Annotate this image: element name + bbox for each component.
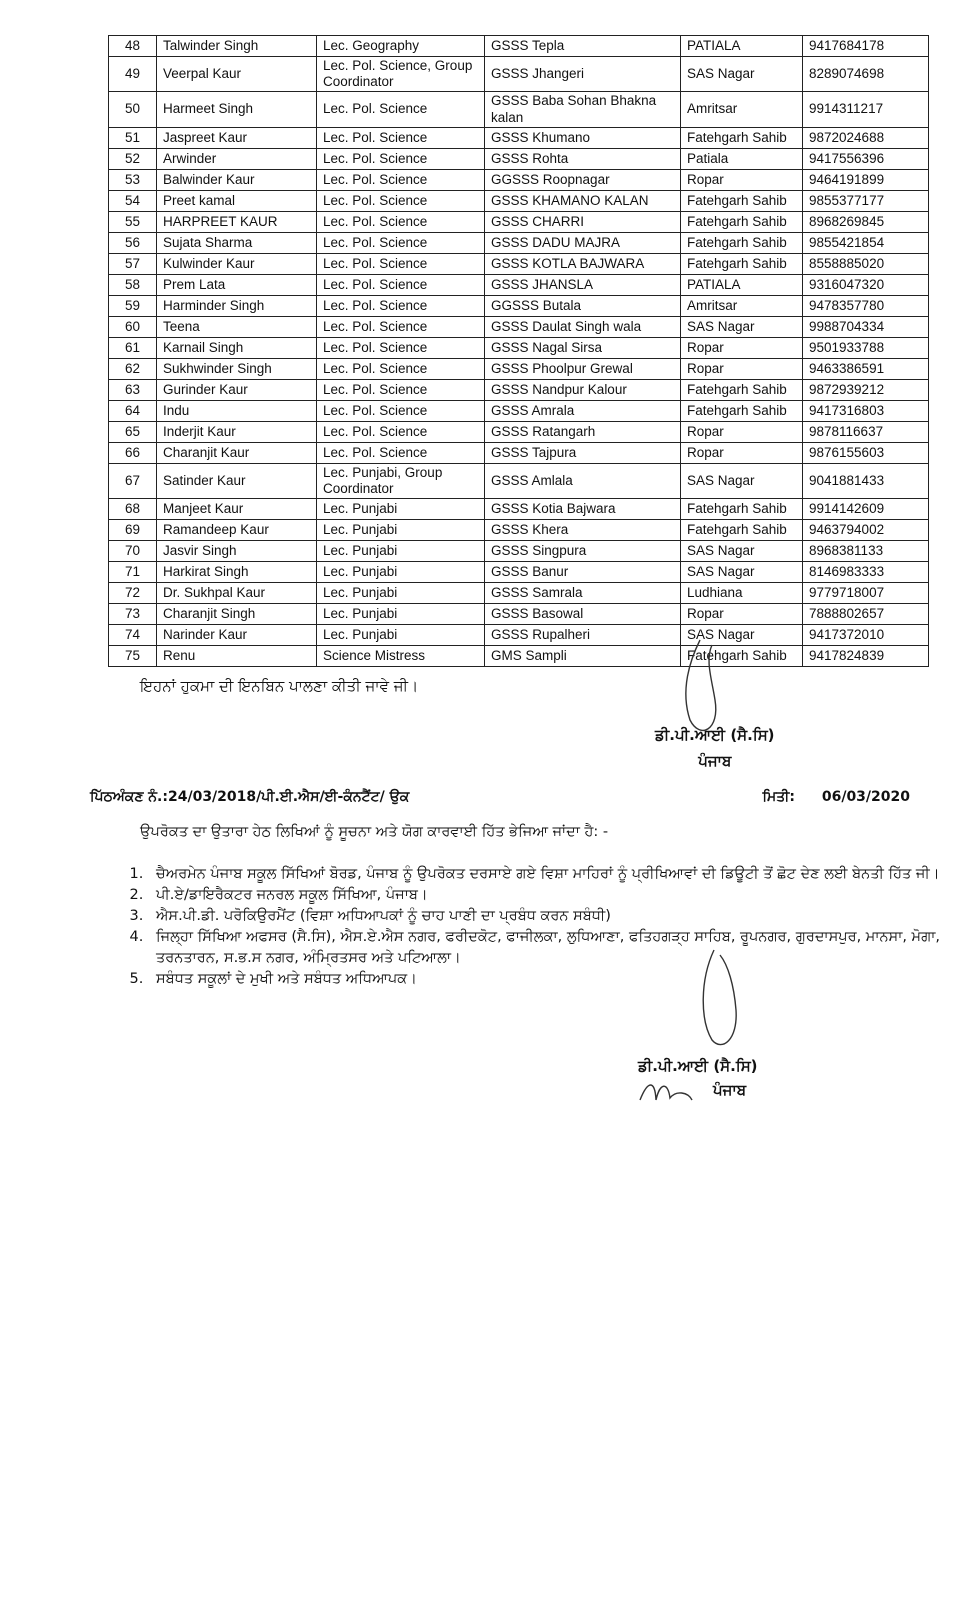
serial-cell: 48 bbox=[109, 36, 157, 57]
serial-cell: 49 bbox=[109, 57, 157, 92]
signatory-state: ਪੰਜਾਬ bbox=[713, 1081, 747, 1099]
table-row bbox=[109, 211, 929, 232]
school-cell: GSSS Rohta bbox=[485, 148, 681, 169]
district-cell: SAS Nagar bbox=[681, 625, 803, 646]
phone-cell: 9855421854 bbox=[803, 232, 929, 253]
name-cell: Charanjit Singh bbox=[157, 604, 317, 625]
phone-cell: 9478357780 bbox=[803, 295, 929, 316]
school-cell: GSSS Ratangarh bbox=[485, 421, 681, 442]
distribution-item: 5. ਸਬੰਧਤ ਸਕੂਲਾਂ ਦੇ ਮੁਖੀ ਅਤੇ ਸਬੰਧਤ ਅਧਿਆਪਕ। bbox=[148, 969, 963, 990]
phone-cell: 8968381133 bbox=[803, 541, 929, 562]
serial-cell: 52 bbox=[109, 148, 157, 169]
name-cell: Indu bbox=[157, 400, 317, 421]
designation-cell: Lec. Pol. Science bbox=[317, 358, 485, 379]
designation-cell: Lec. Pol. Science bbox=[317, 148, 485, 169]
date-value: 06/03/2020 bbox=[821, 789, 910, 805]
school-cell: GSSS Samrala bbox=[485, 583, 681, 604]
designation-cell: Lec. Pol. Science bbox=[317, 211, 485, 232]
name-cell: Talwinder Singh bbox=[157, 36, 317, 57]
district-cell: Fatehgarh Sahib bbox=[681, 400, 803, 421]
copy-forwarded-intro: ਉਪਰੋਕਤ ਦਾ ਉਤਾਰਾ ਹੇਠ ਲਿਖਿਆਂ ਨੂੰ ਸੂਚਨਾ ਅਤੇ ਯੋਗ ਕਾਰਵਾਈ ਹਿੱਤ ਭੇਜਿਆ ਜਾਂਦਾ ਹੈ: - bbox=[140, 824, 609, 840]
district-cell: Fatehgarh Sahib bbox=[681, 499, 803, 520]
district-cell: SAS Nagar bbox=[681, 316, 803, 337]
name-cell: Harminder Singh bbox=[157, 295, 317, 316]
district-cell: Ropar bbox=[681, 358, 803, 379]
serial-cell: 65 bbox=[109, 421, 157, 442]
signatory-designation: ਡੀ.ਪੀ.ਆਈ (ਸੈ.ਸਿ) bbox=[655, 726, 775, 744]
school-cell: GSSS Khera bbox=[485, 520, 681, 541]
school-cell: GMS Sampli bbox=[485, 646, 681, 667]
phone-cell: 7888802657 bbox=[803, 604, 929, 625]
school-cell: GSSS JHANSLA bbox=[485, 274, 681, 295]
endorsement-number: ਪਿੱਠਅੰਕਣ ਨੰ.:24/03/2018/ਪੀ.ਈ.ਐਸ/ਈ-ਕੰਨਟੈਂਟ/ ਉਕ bbox=[90, 789, 410, 805]
phone-cell: 9463794002 bbox=[803, 520, 929, 541]
name-cell: Karnail Singh bbox=[157, 337, 317, 358]
name-cell: Manjeet Kaur bbox=[157, 499, 317, 520]
table-row bbox=[109, 358, 929, 379]
name-cell: Dr. Sukhpal Kaur bbox=[157, 583, 317, 604]
designation-cell: Lec. Pol. Science bbox=[317, 421, 485, 442]
phone-cell: 9316047320 bbox=[803, 274, 929, 295]
serial-cell: 73 bbox=[109, 604, 157, 625]
distribution-item: 3. ਐਸ.ਪੀ.ਡੀ. ਪਰੋਕਿਉਰਮੈਂਟ (ਵਿਸ਼ਾ ਅਧਿਆਪਕਾਂ ਨੂੰ ਚਾਹ ਪਾਣੀ ਦਾ ਪ੍ਰਬੰਧ ਕਰਨ ਸਬੰਧੀ) bbox=[148, 906, 963, 927]
phone-cell: 9417372010 bbox=[803, 625, 929, 646]
school-cell: GSSS Baba Sohan Bhakna kalan bbox=[485, 92, 681, 127]
school-cell: GSSS Tajpura bbox=[485, 442, 681, 463]
name-cell: Sukhwinder Singh bbox=[157, 358, 317, 379]
school-cell: GGSSS Roopnagar bbox=[485, 169, 681, 190]
school-cell: GSSS Jhangeri bbox=[485, 57, 681, 92]
district-cell: Fatehgarh Sahib bbox=[681, 520, 803, 541]
district-cell: Amritsar bbox=[681, 295, 803, 316]
designation-cell: Lec. Pol. Science bbox=[317, 92, 485, 127]
table-row bbox=[109, 57, 929, 92]
signatory-state: ਪੰਜਾਬ bbox=[698, 752, 732, 770]
district-cell: SAS Nagar bbox=[681, 57, 803, 92]
signatory-designation: ਡੀ.ਪੀ.ਆਈ (ਸੈ.ਸਿ) bbox=[638, 1057, 758, 1075]
serial-cell: 62 bbox=[109, 358, 157, 379]
phone-cell: 9417824839 bbox=[803, 646, 929, 667]
phone-cell: 9878116637 bbox=[803, 421, 929, 442]
table-row bbox=[109, 442, 929, 463]
name-cell: Sujata Sharma bbox=[157, 232, 317, 253]
table-row bbox=[109, 604, 929, 625]
table-row bbox=[109, 337, 929, 358]
name-cell: Kulwinder Kaur bbox=[157, 253, 317, 274]
serial-cell: 68 bbox=[109, 499, 157, 520]
phone-cell: 9914311217 bbox=[803, 92, 929, 127]
designation-cell: Lec. Pol. Science bbox=[317, 316, 485, 337]
name-cell: Arwinder bbox=[157, 148, 317, 169]
district-cell: Ludhiana bbox=[681, 583, 803, 604]
table-row bbox=[109, 92, 929, 127]
school-cell: GSSS Tepla bbox=[485, 36, 681, 57]
district-cell: Fatehgarh Sahib bbox=[681, 232, 803, 253]
designation-cell: Lec. Punjabi bbox=[317, 583, 485, 604]
serial-cell: 75 bbox=[109, 646, 157, 667]
phone-cell: 9463386591 bbox=[803, 358, 929, 379]
name-cell: Teena bbox=[157, 316, 317, 337]
serial-cell: 64 bbox=[109, 400, 157, 421]
designation-cell: Lec. Punjabi bbox=[317, 562, 485, 583]
school-cell: GSSS Kotia Bajwara bbox=[485, 499, 681, 520]
school-cell: GSSS Phoolpur Grewal bbox=[485, 358, 681, 379]
designation-cell: Lec. Pol. Science, Group Coordinator bbox=[317, 57, 485, 92]
name-cell: Satinder Kaur bbox=[157, 463, 317, 498]
phone-cell: 9855377177 bbox=[803, 190, 929, 211]
serial-cell: 54 bbox=[109, 190, 157, 211]
district-cell: Ropar bbox=[681, 421, 803, 442]
table-row bbox=[109, 232, 929, 253]
serial-cell: 53 bbox=[109, 169, 157, 190]
serial-cell: 67 bbox=[109, 463, 157, 498]
name-cell: Jasvir Singh bbox=[157, 541, 317, 562]
district-cell: Fatehgarh Sahib bbox=[681, 211, 803, 232]
school-cell: GSSS Amrala bbox=[485, 400, 681, 421]
teacher-list-table bbox=[108, 35, 929, 667]
serial-cell: 69 bbox=[109, 520, 157, 541]
school-cell: GSSS KOTLA BAJWARA bbox=[485, 253, 681, 274]
serial-cell: 57 bbox=[109, 253, 157, 274]
table-row bbox=[109, 316, 929, 337]
serial-cell: 70 bbox=[109, 541, 157, 562]
signature-block-2 bbox=[638, 1054, 758, 1102]
serial-cell: 51 bbox=[109, 127, 157, 148]
designation-cell: Lec. Punjabi bbox=[317, 625, 485, 646]
phone-cell: 9914142609 bbox=[803, 499, 929, 520]
phone-cell: 9417684178 bbox=[803, 36, 929, 57]
serial-cell: 74 bbox=[109, 625, 157, 646]
name-cell: Veerpal Kaur bbox=[157, 57, 317, 92]
name-cell: Harmeet Singh bbox=[157, 92, 317, 127]
name-cell: Balwinder Kaur bbox=[157, 169, 317, 190]
phone-cell: 9872024688 bbox=[803, 127, 929, 148]
table-row bbox=[109, 562, 929, 583]
table-row bbox=[109, 253, 929, 274]
name-cell: Narinder Kaur bbox=[157, 625, 317, 646]
table-row bbox=[109, 499, 929, 520]
designation-cell: Lec. Pol. Science bbox=[317, 169, 485, 190]
designation-cell: Lec. Punjabi bbox=[317, 499, 485, 520]
distribution-list bbox=[118, 864, 963, 990]
endorsement-line bbox=[90, 789, 910, 805]
school-cell: GSSS DADU MAJRA bbox=[485, 232, 681, 253]
district-cell: Ropar bbox=[681, 337, 803, 358]
name-cell: Renu bbox=[157, 646, 317, 667]
table-row bbox=[109, 421, 929, 442]
district-cell: Ropar bbox=[681, 604, 803, 625]
table-row bbox=[109, 583, 929, 604]
phone-cell: 8146983333 bbox=[803, 562, 929, 583]
district-cell: Fatehgarh Sahib bbox=[681, 253, 803, 274]
serial-cell: 71 bbox=[109, 562, 157, 583]
name-cell: Gurinder Kaur bbox=[157, 379, 317, 400]
name-cell: Charanjit Kaur bbox=[157, 442, 317, 463]
serial-cell: 56 bbox=[109, 232, 157, 253]
phone-cell: 9501933788 bbox=[803, 337, 929, 358]
distribution-item: 1. ਚੈਅਰਮੇਨ ਪੰਜਾਬ ਸਕੂਲ ਸਿੱਖਿਆਂ ਬੋਰਡ, ਪੰਜਾਬ ਨੂੰ ਉਪਰੋਕਤ ਦਰਸਾਏ ਗਏ ਵਿਸ਼ਾ ਮਾਹਿਰਾਂ ਨੂੰ ਪ੍ਰੀਖਿਆਵਾਂ ਦੀ ਡਿਊਟੀ ਤੋਂ ਛੋਟ ਦੇਣ ਲਈ ਬੇਨਤੀ ਹਿੱਤ ਜੀ। bbox=[148, 864, 963, 885]
phone-cell: 9876155603 bbox=[803, 442, 929, 463]
distribution-item: 4. ਜਿਲ੍ਹਾ ਸਿੱਖਿਆ ਅਫਸਰ (ਸੈ.ਸਿ), ਐਸ.ਏ.ਐਸ ਨਗਰ, ਫਰੀਦਕੋਟ, ਫਾਜੀਲਕਾ, ਲੁਧਿਆਣਾ, ਫਤਿਹਗੜ੍ਹ ਸਾਹਿਬ, ਰੂਪਨਗਰ, ਗੁਰਦਾਸਪੁਰ, ਮਾਨਸਾ, ਮੋਗਾ, ਤਰਨਤਾਰਨ, ਸ.ਭ.ਸ ਨਗਰ, ਅੰਮ੍ਰਿਤਸਰ ਅਤੇ ਪਟਿਆਲਾ। bbox=[148, 927, 963, 969]
phone-cell: 9417556396 bbox=[803, 148, 929, 169]
serial-cell: 58 bbox=[109, 274, 157, 295]
designation-cell: Lec. Pol. Science bbox=[317, 190, 485, 211]
table-row bbox=[109, 625, 929, 646]
name-cell: Jaspreet Kaur bbox=[157, 127, 317, 148]
table-row bbox=[109, 295, 929, 316]
school-cell: GSSS Banur bbox=[485, 562, 681, 583]
phone-cell: 9872939212 bbox=[803, 379, 929, 400]
serial-cell: 61 bbox=[109, 337, 157, 358]
designation-cell: Lec. Pol. Science bbox=[317, 442, 485, 463]
table-row bbox=[109, 190, 929, 211]
table-row bbox=[109, 646, 929, 667]
table-row bbox=[109, 169, 929, 190]
designation-cell: Science Mistress bbox=[317, 646, 485, 667]
designation-cell: Lec. Pol. Science bbox=[317, 295, 485, 316]
table-row bbox=[109, 400, 929, 421]
district-cell: Fatehgarh Sahib bbox=[681, 646, 803, 667]
designation-cell: Lec. Punjabi, Group Coordinator bbox=[317, 463, 485, 498]
school-cell: GSSS KHAMANO KALAN bbox=[485, 190, 681, 211]
district-cell: PATIALA bbox=[681, 274, 803, 295]
name-cell: Prem Lata bbox=[157, 274, 317, 295]
designation-cell: Lec. Punjabi bbox=[317, 520, 485, 541]
school-cell: GGSSS Butala bbox=[485, 295, 681, 316]
table-row bbox=[109, 148, 929, 169]
district-cell: Fatehgarh Sahib bbox=[681, 379, 803, 400]
teacher-list-body bbox=[109, 36, 929, 667]
district-cell: Fatehgarh Sahib bbox=[681, 190, 803, 211]
district-cell: SAS Nagar bbox=[681, 463, 803, 498]
school-cell: GSSS Daulat Singh wala bbox=[485, 316, 681, 337]
phone-cell: 9988704334 bbox=[803, 316, 929, 337]
school-cell: GSSS Basowal bbox=[485, 604, 681, 625]
table-row bbox=[109, 127, 929, 148]
school-cell: GSSS Singpura bbox=[485, 541, 681, 562]
district-cell: Ropar bbox=[681, 169, 803, 190]
district-cell: Ropar bbox=[681, 442, 803, 463]
phone-cell: 9779718007 bbox=[803, 583, 929, 604]
name-cell: Ramandeep Kaur bbox=[157, 520, 317, 541]
table-row bbox=[109, 463, 929, 498]
phone-cell: 9464191899 bbox=[803, 169, 929, 190]
table-row bbox=[109, 520, 929, 541]
school-cell: GSSS Khumano bbox=[485, 127, 681, 148]
serial-cell: 72 bbox=[109, 583, 157, 604]
phone-cell: 8558885020 bbox=[803, 253, 929, 274]
serial-cell: 55 bbox=[109, 211, 157, 232]
school-cell: GSSS CHARRI bbox=[485, 211, 681, 232]
designation-cell: Lec. Punjabi bbox=[317, 604, 485, 625]
school-cell: GSSS Amlala bbox=[485, 463, 681, 498]
phone-cell: 8289074698 bbox=[803, 57, 929, 92]
serial-cell: 63 bbox=[109, 379, 157, 400]
designation-cell: Lec. Pol. Science bbox=[317, 232, 485, 253]
name-cell: Inderjit Kaur bbox=[157, 421, 317, 442]
signature-block-1 bbox=[655, 722, 775, 774]
serial-cell: 50 bbox=[109, 92, 157, 127]
school-cell: GSSS Rupalheri bbox=[485, 625, 681, 646]
designation-cell: Lec. Pol. Science bbox=[317, 379, 485, 400]
designation-cell: Lec. Pol. Science bbox=[317, 274, 485, 295]
serial-cell: 59 bbox=[109, 295, 157, 316]
phone-cell: 9417316803 bbox=[803, 400, 929, 421]
phone-cell: 8968269845 bbox=[803, 211, 929, 232]
district-cell: PATIALA bbox=[681, 36, 803, 57]
designation-cell: Lec. Pol. Science bbox=[317, 253, 485, 274]
table-row bbox=[109, 379, 929, 400]
table-row bbox=[109, 274, 929, 295]
distribution-item: 2. ਪੀ.ਏ/ਡਾਇਰੈਕਟਰ ਜਨਰਲ ਸਕੂਲ ਸਿੱਖਿਆ, ਪੰਜਾਬ। bbox=[148, 885, 963, 906]
school-cell: GSSS Nagal Sirsa bbox=[485, 337, 681, 358]
serial-cell: 66 bbox=[109, 442, 157, 463]
district-cell: SAS Nagar bbox=[681, 541, 803, 562]
serial-cell: 60 bbox=[109, 316, 157, 337]
district-cell: Patiala bbox=[681, 148, 803, 169]
designation-cell: Lec. Pol. Science bbox=[317, 337, 485, 358]
district-cell: Fatehgarh Sahib bbox=[681, 127, 803, 148]
designation-cell: Lec. Punjabi bbox=[317, 541, 485, 562]
district-cell: Amritsar bbox=[681, 92, 803, 127]
designation-cell: Lec. Pol. Science bbox=[317, 400, 485, 421]
compliance-instruction: ਇਹਨਾਂ ਹੁਕਮਾ ਦੀ ਇਨਬਿਨ ਪਾਲਣਾ ਕੀਤੀ ਜਾਵੇ ਜੀ। bbox=[140, 677, 419, 695]
district-cell: SAS Nagar bbox=[681, 562, 803, 583]
school-cell: GSSS Nandpur Kalour bbox=[485, 379, 681, 400]
table-row bbox=[109, 36, 929, 57]
designation-cell: Lec. Geography bbox=[317, 36, 485, 57]
endorsement-date bbox=[762, 789, 910, 805]
name-cell: Preet kamal bbox=[157, 190, 317, 211]
phone-cell: 9041881433 bbox=[803, 463, 929, 498]
name-cell: HARPREET KAUR bbox=[157, 211, 317, 232]
table-row bbox=[109, 541, 929, 562]
date-label: ਮਿਤੀ: bbox=[762, 789, 795, 805]
name-cell: Harkirat Singh bbox=[157, 562, 317, 583]
designation-cell: Lec. Pol. Science bbox=[317, 127, 485, 148]
